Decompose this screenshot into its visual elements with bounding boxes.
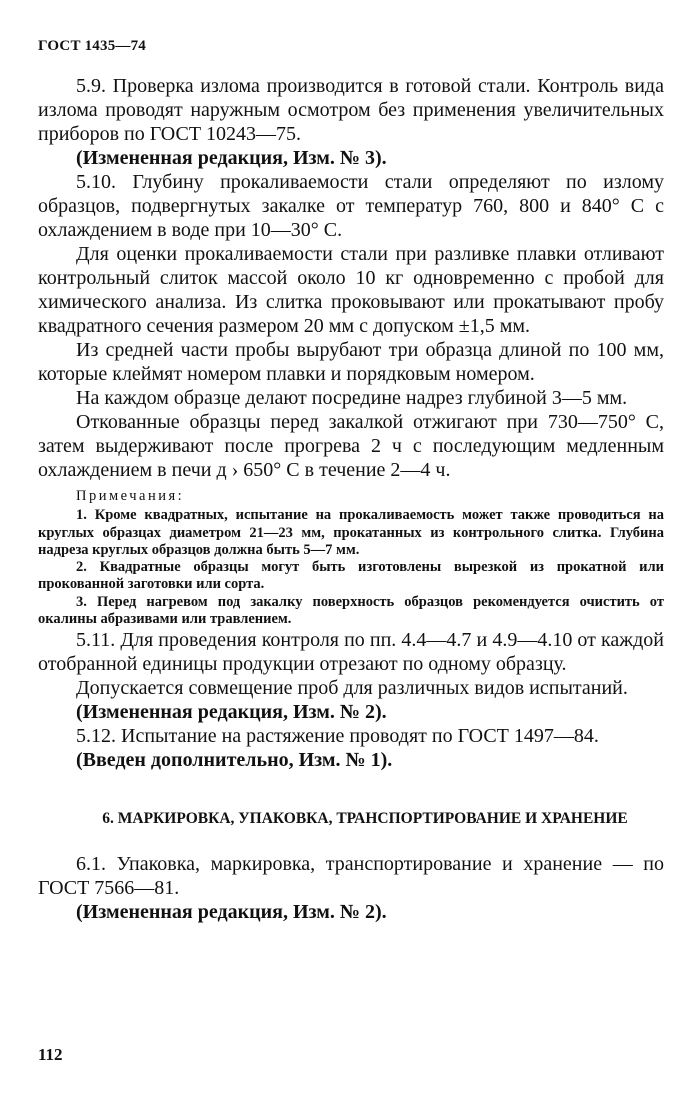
- paragraph: Откованные образцы перед закалкой отжигают при 730—750° С, затем выдерживают после прогрева 2 ч с последующим медленным охлаждением в печи д › 650° С в течение 2—4 ч.: [38, 411, 664, 481]
- paragraph: Допускается совмещение проб для различных видов испытаний.: [76, 677, 628, 700]
- paragraph: 6.1. Упаковка, маркировка, транспортирование и хранение — по ГОСТ 7566—81.: [38, 853, 664, 900]
- paragraph: 5.11. Для проведения контроля по пп. 4.4—4.7 и 4.9—4.10 от каждой отобранной единицы продукции отрезают по одному образцу.: [38, 629, 664, 676]
- paragraphs-after-notes: [38, 628, 664, 772]
- revision-note: (Введен дополнительно, Изм. № 1).: [76, 749, 393, 772]
- note-item: 1. Кроме квадратных, испытание на прокаливаемость может также проводиться на круглых образцах диаметром 21—23 мм, прокатанных из контрольного слитка. Глубина надреза круглых образцов должна быть 5—7 мм.: [38, 507, 664, 558]
- page-header: ГОСТ 1435—74: [38, 38, 147, 54]
- section-paragraphs: [38, 852, 664, 924]
- paragraph: На каждом образце делают посредине надрез глубиной 3—5 мм.: [76, 387, 628, 409]
- paragraph: Для оценки прокаливаемости стали при разливке плавки отливают контрольный слиток массой около 10 кг одновременно с пробой для химического анализа. Из слитка проковывают или прокатывают пробу квадратного сечения размером 20 мм с допуском ±1,5 мм.: [38, 243, 664, 337]
- document-body: [38, 74, 664, 924]
- page-number: 112: [38, 1045, 63, 1064]
- notes-list: [38, 507, 664, 628]
- note-item: 3. Перед нагревом под закалку поверхность образцов рекомендуется очистить от окалины абразивами или травлением.: [38, 593, 664, 628]
- paragraph: 5.10. Глубину прокаливаемости стали определяют по излому образцов, подвергнутых закалке от температур 760, 800 и 840° С с охлаждением в воде при 10—30° С.: [38, 171, 664, 241]
- notes-title: Примечания:: [76, 488, 185, 504]
- paragraph: 5.12. Испытание на растяжение проводят по ГОСТ 1497—84.: [76, 725, 599, 748]
- paragraph: Из средней части пробы вырубают три образца длиной по 100 мм, которые клеймят номером плавки и порядковым номером.: [38, 339, 664, 385]
- revision-note: (Измененная редакция, Изм. № 2).: [76, 701, 387, 724]
- paragraph: 5.9. Проверка излома производится в готовой стали. Контроль вида излома проводят наружным осмотром без применения увеличительных приборов по ГОСТ 10243—75.: [38, 75, 664, 145]
- revision-note: (Измененная редакция, Изм. № 2).: [76, 901, 387, 924]
- paragraphs-before-notes: [38, 74, 664, 482]
- revision-note: (Измененная редакция, Изм. № 3).: [76, 147, 387, 169]
- note-item: 2. Квадратные образцы могут быть изготовлены вырезкой из прокатной или прокованной заготовки или сорта.: [38, 559, 664, 593]
- section-title: 6. МАРКИРОВКА, УПАКОВКА, ТРАНСПОРТИРОВАНИЕ И ХРАНЕНИЕ: [102, 810, 628, 828]
- notes-block: [38, 488, 664, 628]
